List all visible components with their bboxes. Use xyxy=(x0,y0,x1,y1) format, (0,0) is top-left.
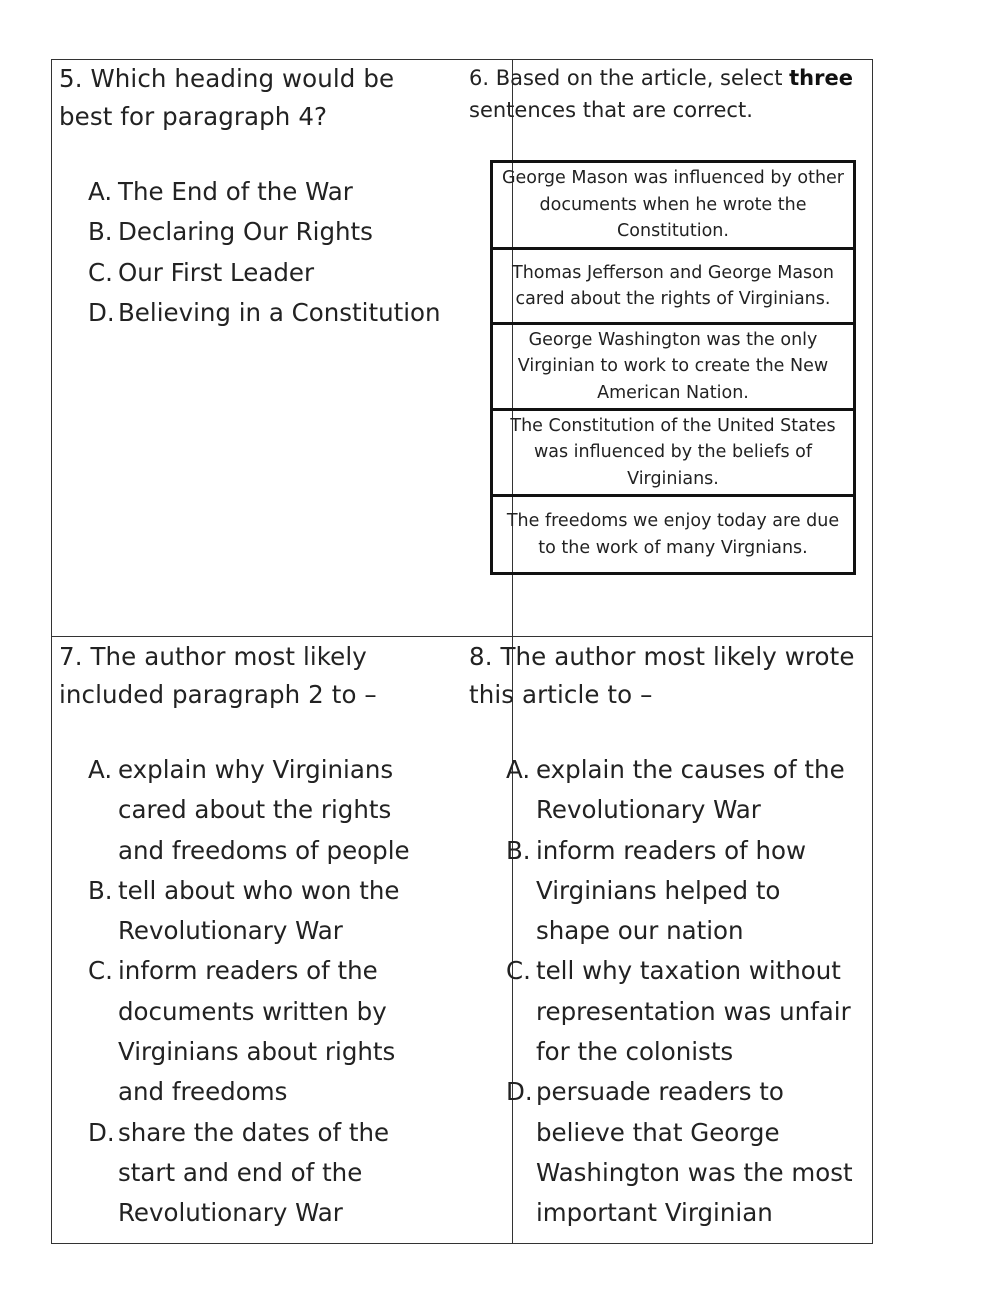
question-8-option-a[interactable] xyxy=(506,750,869,831)
question-8-option-b[interactable] xyxy=(506,831,869,952)
choice-text: George Washington was the only Virginian to work to create the New American Nation. xyxy=(517,329,829,403)
question-7-option-a[interactable] xyxy=(88,750,509,871)
question-6-stem xyxy=(469,60,864,126)
option-text: explain the causes of the Revolutionary War xyxy=(536,755,845,825)
question-5-option-d[interactable] xyxy=(88,293,509,333)
option-letter: D. xyxy=(88,1117,115,1147)
option-letter: A. xyxy=(88,177,113,206)
question-6-choice-boxes xyxy=(490,160,856,575)
question-5-option-a[interactable] xyxy=(88,172,509,212)
option-letter: A. xyxy=(506,755,531,784)
option-text: tell about who won the Revolutionary War xyxy=(118,875,400,946)
question-7-option-c[interactable] xyxy=(88,951,509,1112)
question-5-option-c[interactable] xyxy=(88,253,509,293)
question-grid xyxy=(51,59,873,1244)
option-text: tell why taxation without representation was unfair for the colonists xyxy=(536,956,851,1067)
question-6-choice-2[interactable] xyxy=(493,250,853,325)
question-5-option-b[interactable] xyxy=(88,212,509,252)
question-6-choice-4[interactable] xyxy=(493,411,853,497)
question-8-options xyxy=(469,750,869,1234)
question-6-choice-3[interactable] xyxy=(493,325,853,411)
question-8-option-c[interactable] xyxy=(506,951,869,1072)
question-5-stem: 5. Which heading would be best for paragraph 4? xyxy=(59,64,395,131)
choice-text: Thomas Jefferson and George Mason cared about the rights of Virginians. xyxy=(512,262,834,309)
question-8-stem: 8. The author most likely wrote this article to – xyxy=(469,642,855,709)
question-6-stem-emphasis: three xyxy=(789,66,853,90)
option-text: Believing in a Constitution xyxy=(118,297,441,327)
option-letter: D. xyxy=(506,1077,533,1107)
choice-text: The Constitution of the United States was influenced by the beliefs of Virginians. xyxy=(510,415,836,489)
question-5-options xyxy=(59,172,509,333)
question-6-choice-5[interactable] xyxy=(493,497,853,572)
option-text: share the dates of the start and end of the Revolutionary War xyxy=(118,1117,390,1228)
option-letter: C. xyxy=(88,257,113,287)
question-8-cell xyxy=(469,638,869,1234)
choice-text: The freedoms we enjoy today are due to the work of many Virgnians. xyxy=(506,511,840,558)
question-6-choice-1[interactable] xyxy=(493,163,853,250)
question-6-stem-end: sentences that are correct. xyxy=(469,98,753,122)
question-7-option-d[interactable] xyxy=(88,1113,509,1234)
grid-horizontal-divider xyxy=(52,636,872,637)
option-text: persuade readers to believe that George Washington was the most important Virginian xyxy=(536,1077,853,1228)
option-letter: B. xyxy=(88,217,113,247)
question-7-option-b[interactable] xyxy=(88,871,509,952)
choice-text: George Mason was influenced by other documents when he wrote the Constitution. xyxy=(501,168,844,242)
option-letter: C. xyxy=(88,956,113,986)
option-text: explain why Virginians cared about the rights and freedoms of people xyxy=(118,755,410,865)
option-letter: D. xyxy=(88,297,115,327)
question-6-cell xyxy=(469,60,869,558)
option-letter: C. xyxy=(506,956,531,986)
option-letter: B. xyxy=(88,875,113,905)
option-letter: B. xyxy=(506,835,531,865)
option-text: Declaring Our Rights xyxy=(118,217,373,247)
question-8-option-d[interactable] xyxy=(506,1072,869,1233)
option-text: Our First Leader xyxy=(118,257,315,287)
question-7-stem: 7. The author most likely included paragraph 2 to – xyxy=(59,642,377,709)
question-6-stem-start: 6. Based on the article, select xyxy=(469,66,790,90)
option-text: inform readers of how Virginians helped to shape our nation xyxy=(536,835,807,946)
question-7-options xyxy=(59,750,509,1234)
question-5-cell xyxy=(59,60,509,333)
option-letter: A. xyxy=(88,755,113,784)
question-7-cell xyxy=(59,638,509,1234)
option-text: The End of the War xyxy=(118,177,353,206)
option-text: inform readers of the documents written by Virginians about rights and freedoms xyxy=(118,956,396,1107)
